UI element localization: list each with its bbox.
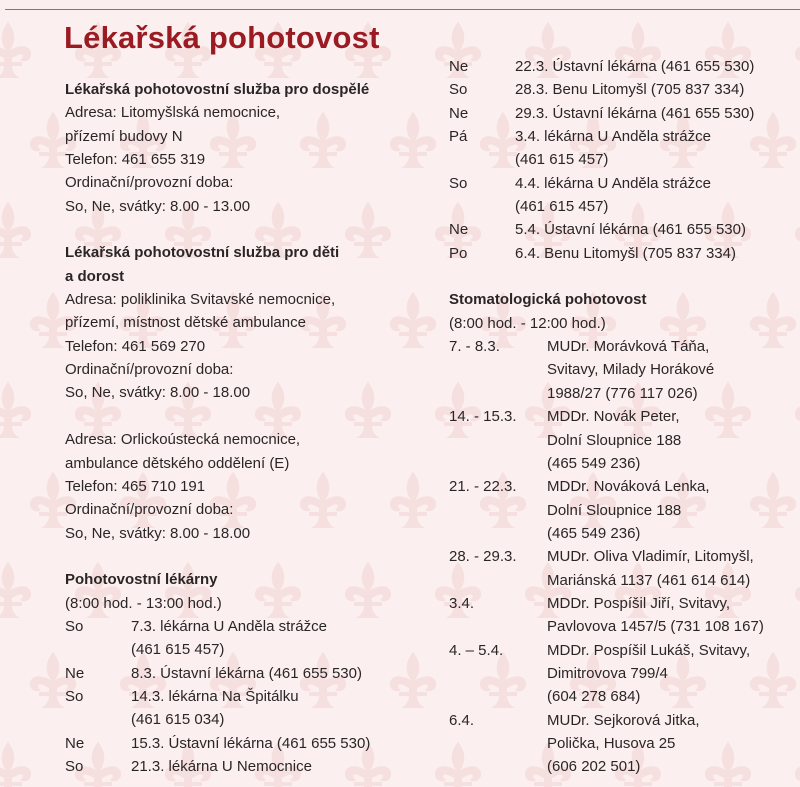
pharmacy-text: (461 615 457) xyxy=(515,151,609,169)
text-line: a dorost xyxy=(65,267,125,285)
dental-text: MDDr. Pospíšil Lukáš, Svitavy, xyxy=(547,641,751,659)
pharmacy-entry-row xyxy=(65,615,445,638)
dental-entry-row xyxy=(449,358,794,381)
section-heading-adults: Lékařská pohotovostní služba pro dospělé xyxy=(65,81,370,98)
text-line: přízemí budovy N xyxy=(65,127,183,145)
dental-date: 28. - 29.3. xyxy=(449,548,517,566)
dental-entry-row xyxy=(449,709,794,732)
pharmacy-entry-row xyxy=(65,708,445,731)
spacer xyxy=(65,405,445,428)
pharmacy-entry-row xyxy=(65,732,445,755)
pharmacy-text: (461 615 034) xyxy=(131,711,225,729)
pharmacy-text: 15.3. Ústavní lékárna (461 655 530) xyxy=(131,734,371,752)
dental-text: (604 278 684) xyxy=(547,688,641,706)
dental-date: 21. - 22.3. xyxy=(449,478,517,496)
pharmacy-text: 6.4. Benu Litomyšl (705 837 334) xyxy=(515,244,736,262)
pharmacy-text: 22.3. Ústavní lékárna (461 655 530) xyxy=(515,58,755,75)
dental-entry-row xyxy=(449,545,794,568)
dental-date: 7. - 8.3. xyxy=(449,338,500,356)
dental-date xyxy=(449,755,547,778)
pharmacy-entry-row xyxy=(449,242,794,265)
dental-text: MUDr. Sejkorová Jitka, xyxy=(547,711,700,729)
right-column xyxy=(449,55,794,779)
dental-date xyxy=(449,615,547,638)
day-label: So xyxy=(449,81,468,99)
pharmacy-text: 21.3. lékárna U Nemocnice xyxy=(131,757,312,775)
day-label: Po xyxy=(449,244,468,262)
text-line: Adresa: poliklinika Svitavské nemocnice, xyxy=(65,291,336,309)
text-line: So, Ne, svátky: 8.00 - 18.00 xyxy=(65,524,251,542)
dental-entry-row xyxy=(449,429,794,452)
text-line: Telefon: 465 710 191 xyxy=(65,477,206,495)
dental-text: Dolní Sloupnice 188 xyxy=(547,431,682,449)
day-label: So xyxy=(65,687,84,705)
dental-entry-row xyxy=(449,382,794,405)
section-heading-pharmacies: Pohotovostní lékárny xyxy=(65,571,218,589)
pharmacy-entry-row xyxy=(449,218,794,241)
pharmacy-text: 8.3. Ústavní lékárna (461 655 530) xyxy=(131,664,362,682)
day-label xyxy=(449,195,515,218)
dental-text: Pavlovova 1457/5 (731 108 167) xyxy=(547,618,764,636)
pharmacy-entry-row xyxy=(449,195,794,218)
fleur-de-lis-icon xyxy=(0,200,36,260)
dental-entry-row xyxy=(449,662,794,685)
pharmacy-entry-row xyxy=(65,638,445,661)
pharmacy-entry-row xyxy=(65,662,445,685)
dental-text: Mariánská 1137 (461 614 614) xyxy=(547,571,751,589)
pharmacy-text: 5.4. Ústavní lékárna (461 655 530) xyxy=(515,221,746,239)
pharmacy-entry-row xyxy=(449,148,794,171)
pharmacy-entry-row xyxy=(449,172,794,195)
pharmacy-text: 3.4. lékárna U Anděla strážce xyxy=(515,128,711,146)
text-line: Ordinační/provozní doba: xyxy=(65,174,234,192)
day-label: Ne xyxy=(449,221,469,239)
text-line: Ordinační/provozní doba: xyxy=(65,501,234,519)
pharmacy-text: (461 615 457) xyxy=(131,641,225,659)
fleur-de-lis-icon xyxy=(0,20,36,80)
day-label: So xyxy=(449,174,468,192)
dental-text: (465 549 236) xyxy=(547,454,641,472)
dental-text: MDDr. Pospíšil Jiří, Svitavy, xyxy=(547,594,731,612)
text-line: Ordinační/provozní doba: xyxy=(65,361,234,379)
dental-text: (465 549 236) xyxy=(547,524,641,542)
day-label: So xyxy=(65,617,84,635)
day-label xyxy=(449,148,515,171)
dental-entry-row xyxy=(449,732,794,755)
dental-date: 4. – 5.4. xyxy=(449,641,504,659)
day-label xyxy=(65,708,131,731)
pharmacy-entry-row xyxy=(65,685,445,708)
dental-text: Polička, Husova 25 xyxy=(547,734,676,752)
page-title: Lékařská pohotovost xyxy=(64,20,380,55)
day-label: Ne xyxy=(449,104,469,122)
dental-date xyxy=(449,732,547,755)
text-line: přízemí, místnost dětské ambulance xyxy=(65,314,306,332)
dental-entry-row xyxy=(449,499,794,522)
spacer xyxy=(65,218,445,241)
dental-entry-row xyxy=(449,522,794,545)
pharmacy-entry-row xyxy=(449,55,794,78)
day-label: Pá xyxy=(449,128,468,146)
pharmacy-text: 7.3. lékárna U Anděla strážce xyxy=(131,617,327,635)
dental-date: 3.4. xyxy=(449,594,475,612)
dental-text: Dolní Sloupnice 188 xyxy=(547,501,682,519)
text-line: Adresa: Orlickoústecká nemocnice, xyxy=(65,431,301,449)
dental-date xyxy=(449,522,547,545)
pharmacy-entry-row xyxy=(449,78,794,101)
fleur-de-lis-icon xyxy=(0,740,36,787)
day-label: Ne xyxy=(65,734,85,752)
text-line: So, Ne, svátky: 8.00 - 13.00 xyxy=(65,197,251,215)
pharmacy-entry-row xyxy=(65,755,445,778)
dental-text: Dimitrovova 799/4 xyxy=(547,664,668,682)
left-column xyxy=(65,78,445,778)
dental-date xyxy=(449,685,547,708)
text-line: Lékařská pohotovostní služba pro děti xyxy=(65,244,340,262)
pharmacy-text: (461 615 457) xyxy=(515,198,609,216)
pharmacy-entry-row xyxy=(449,102,794,125)
pharmacy-hours: (8:00 hod. - 13:00 hod.) xyxy=(65,594,222,612)
spacer xyxy=(449,265,794,288)
text-line: Adresa: Litomyšlská nemocnice, xyxy=(65,104,281,122)
top-rule xyxy=(5,9,800,10)
pharmacy-entry-row xyxy=(449,125,794,148)
dental-entry-row xyxy=(449,755,794,778)
dental-text: MDDr. Nováková Lenka, xyxy=(547,478,710,496)
dental-entry-row xyxy=(449,405,794,428)
dental-entry-row xyxy=(449,569,794,592)
dental-text: Svitavy, Milady Horákové xyxy=(547,361,715,379)
text-line: ambulance dětského oddělení (E) xyxy=(65,454,290,472)
day-label xyxy=(65,638,131,661)
dental-entry-row xyxy=(449,685,794,708)
dental-text: (606 202 501) xyxy=(547,758,641,776)
dental-entry-row xyxy=(449,335,794,358)
fleur-de-lis-icon xyxy=(0,380,36,440)
dental-date xyxy=(449,452,547,475)
dental-entry-row xyxy=(449,592,794,615)
dental-date xyxy=(449,358,547,381)
dental-date xyxy=(449,569,547,592)
dental-text: 1988/27 (776 117 026) xyxy=(547,384,698,402)
text-line: Telefon: 461 655 319 xyxy=(65,151,206,169)
dental-entry-row xyxy=(449,639,794,662)
dental-text: MUDr. Oliva Vladimír, Litomyšl, xyxy=(547,548,754,566)
pharmacy-text: 14.3. lékárna Na Špitálku xyxy=(131,687,299,705)
pharmacy-text: 28.3. Benu Litomyšl (705 837 334) xyxy=(515,81,745,99)
day-label: Ne xyxy=(65,664,85,682)
dental-date xyxy=(449,662,547,685)
pharmacy-text: 4.4. lékárna U Anděla strážce xyxy=(515,174,711,192)
dental-date xyxy=(449,382,547,405)
spacer xyxy=(65,545,445,568)
dental-text: MDDr. Novák Peter, xyxy=(547,408,680,426)
fleur-de-lis-icon xyxy=(0,560,36,620)
dental-date xyxy=(449,499,547,522)
dental-hours: (8:00 hod. - 12:00 hod.) xyxy=(449,314,606,332)
text-line: So, Ne, svátky: 8.00 - 18.00 xyxy=(65,384,251,402)
day-label: Ne xyxy=(449,58,469,75)
dental-entry-row xyxy=(449,615,794,638)
dental-entry-row xyxy=(449,452,794,475)
day-label: So xyxy=(65,757,84,775)
dental-entry-row xyxy=(449,475,794,498)
dental-date: 6.4. xyxy=(449,711,475,729)
dental-text: MUDr. Morávková Táňa, xyxy=(547,338,710,356)
dental-date xyxy=(449,429,547,452)
text-line: Telefon: 461 569 270 xyxy=(65,337,206,355)
pharmacy-text: 29.3. Ústavní lékárna (461 655 530) xyxy=(515,104,755,122)
dental-date: 14. - 15.3. xyxy=(449,408,517,426)
section-heading-dental: Stomatologická pohotovost xyxy=(449,291,647,309)
